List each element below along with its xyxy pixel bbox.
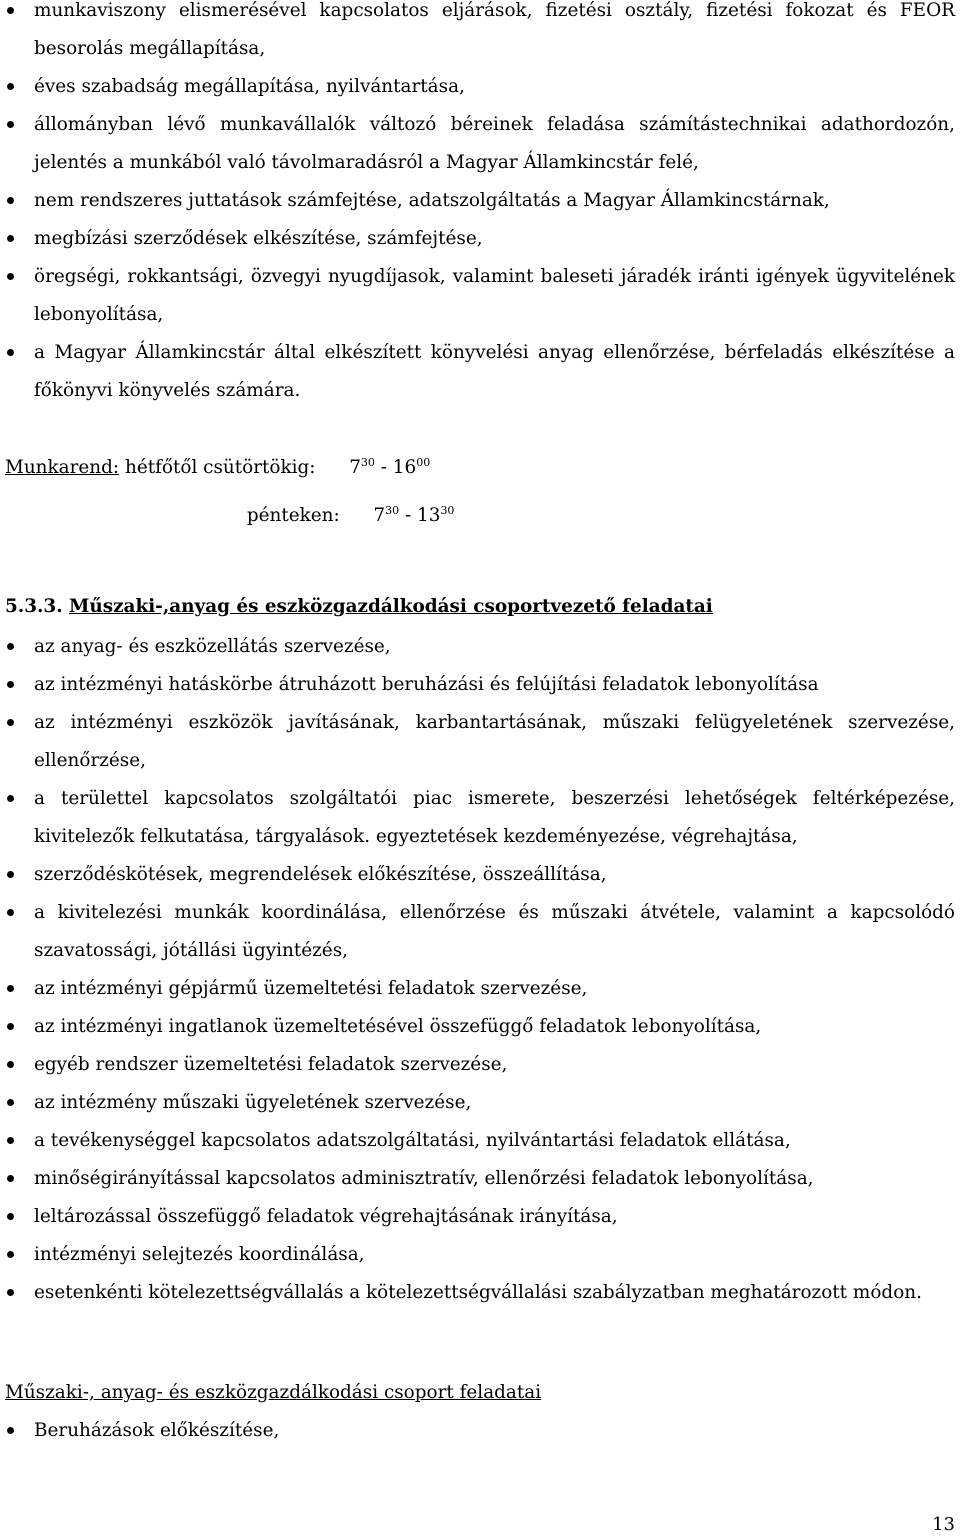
payroll-task-list: [5, 0, 955, 410]
list-item: az intézményi gépjármű üzemeltetési feladatok szervezése,: [5, 970, 955, 1008]
schedule-day: pénteken:: [246, 505, 340, 526]
list-item: az intézmény műszaki ügyeletének szervezése,: [5, 1084, 955, 1122]
list-item: éves szabadság megállapítása, nyilvántartása,: [5, 68, 955, 106]
list-item: nem rendszeres juttatások számfejtése, adatszolgáltatás a Magyar Államkincstárnak,: [5, 182, 955, 220]
time-start-minute: 30: [360, 456, 375, 469]
list-item: öregségi, rokkantsági, özvegyi nyugdíjasok, valamint baleseti járadék iránti igények ügyvitelének lebonyolítása,: [5, 258, 955, 334]
time-separator: -: [374, 457, 393, 478]
time-end-hour: 13: [417, 505, 441, 526]
group-task-list: [5, 1412, 955, 1450]
list-item: a kivitelezési munkák koordinálása, ellenőrzése és műszaki átvétele, valamint a kapcsolódó szavatossági, jótállási ügyintézés,: [5, 894, 955, 970]
schedule-label: Munkarend:: [5, 457, 120, 478]
section-heading: [5, 587, 713, 627]
list-item: szerződéskötések, megrendelések előkészítése, összeállítása,: [5, 856, 955, 894]
time-separator: -: [399, 505, 418, 526]
list-item: minőségirányítással kapcsolatos adminisztratív, ellenőrzési feladatok lebonyolítása,: [5, 1160, 955, 1198]
time-start-minute: 30: [385, 504, 400, 517]
time-end-minute: 30: [440, 504, 455, 517]
time-start-hour: 7: [349, 457, 361, 478]
list-item: az anyag- és eszközellátás szervezése,: [5, 628, 955, 666]
schedule-time: [349, 441, 489, 489]
list-item: Beruházások előkészítése,: [5, 1412, 955, 1450]
schedule-row-mon-thu: [5, 441, 513, 489]
list-item: állományban lévő munkavállalók változó béreinek feladása számítástechnikai adathordozón, jelentés a munkából való távolmaradásról a Magyar Államkincstár felé,: [5, 106, 955, 182]
list-item: az intézményi eszközök javításának, karbantartásának, műszaki felügyeletének szervezése, ellenőrzése,: [5, 704, 955, 780]
section-title: Műszaki-,anyag és eszközgazdálkodási csoportvezető feladatai: [69, 596, 713, 617]
schedule-day: hétfőtől csütörtökig:: [124, 457, 316, 478]
list-item: leltározással összefüggő feladatok végrehajtásának irányítása,: [5, 1198, 955, 1236]
list-item: munkaviszony elismerésével kapcsolatos eljárások, fizetési osztály, fizetési fokozat és FEOR besorolás megállapítása,: [5, 0, 955, 68]
list-item: a területtel kapcsolatos szolgáltatói piac ismerete, beszerzési lehetőségek feltérképezése, kivitelezők felkutatása, tárgyalások. egyeztetések kezdeményezése, végrehajtása,: [5, 780, 955, 856]
work-schedule: [5, 441, 513, 537]
page-number: 13: [932, 1514, 955, 1535]
list-item: az intézményi ingatlanok üzemeltetésével összefüggő feladatok lebonyolítása,: [5, 1008, 955, 1046]
time-end-minute: 00: [416, 456, 431, 469]
time-start-hour: 7: [373, 505, 386, 526]
section-number: 5.3.3.: [5, 596, 63, 617]
list-item: megbízási szerződések elkészítése, számfejtése,: [5, 220, 955, 258]
list-item: a Magyar Államkincstár által elkészített könyvelési anyag ellenőrzése, bérfeladás elkészítése a főkönyvi könyvelés számára.: [5, 334, 955, 410]
schedule-time: [373, 489, 513, 537]
list-item: egyéb rendszer üzemeltetési feladatok szervezése,: [5, 1046, 955, 1084]
time-end-hour: 16: [392, 457, 417, 478]
group-leader-task-list: [5, 628, 955, 1312]
list-item: az intézményi hatáskörbe átruházott beruházási és felújítási feladatok lebonyolítása: [5, 666, 955, 704]
subsection-heading: Műszaki-, anyag- és eszközgazdálkodási csoport feladatai: [5, 1382, 542, 1403]
list-item: a tevékenységgel kapcsolatos adatszolgáltatási, nyilvántartási feladatok ellátása,: [5, 1122, 955, 1160]
list-item: intézményi selejtezés koordinálása,: [5, 1236, 955, 1274]
list-item: esetenkénti kötelezettségvállalás a kötelezettségvállalási szabályzatban meghatározott módon.: [5, 1274, 955, 1312]
schedule-row-fri: [5, 489, 513, 537]
